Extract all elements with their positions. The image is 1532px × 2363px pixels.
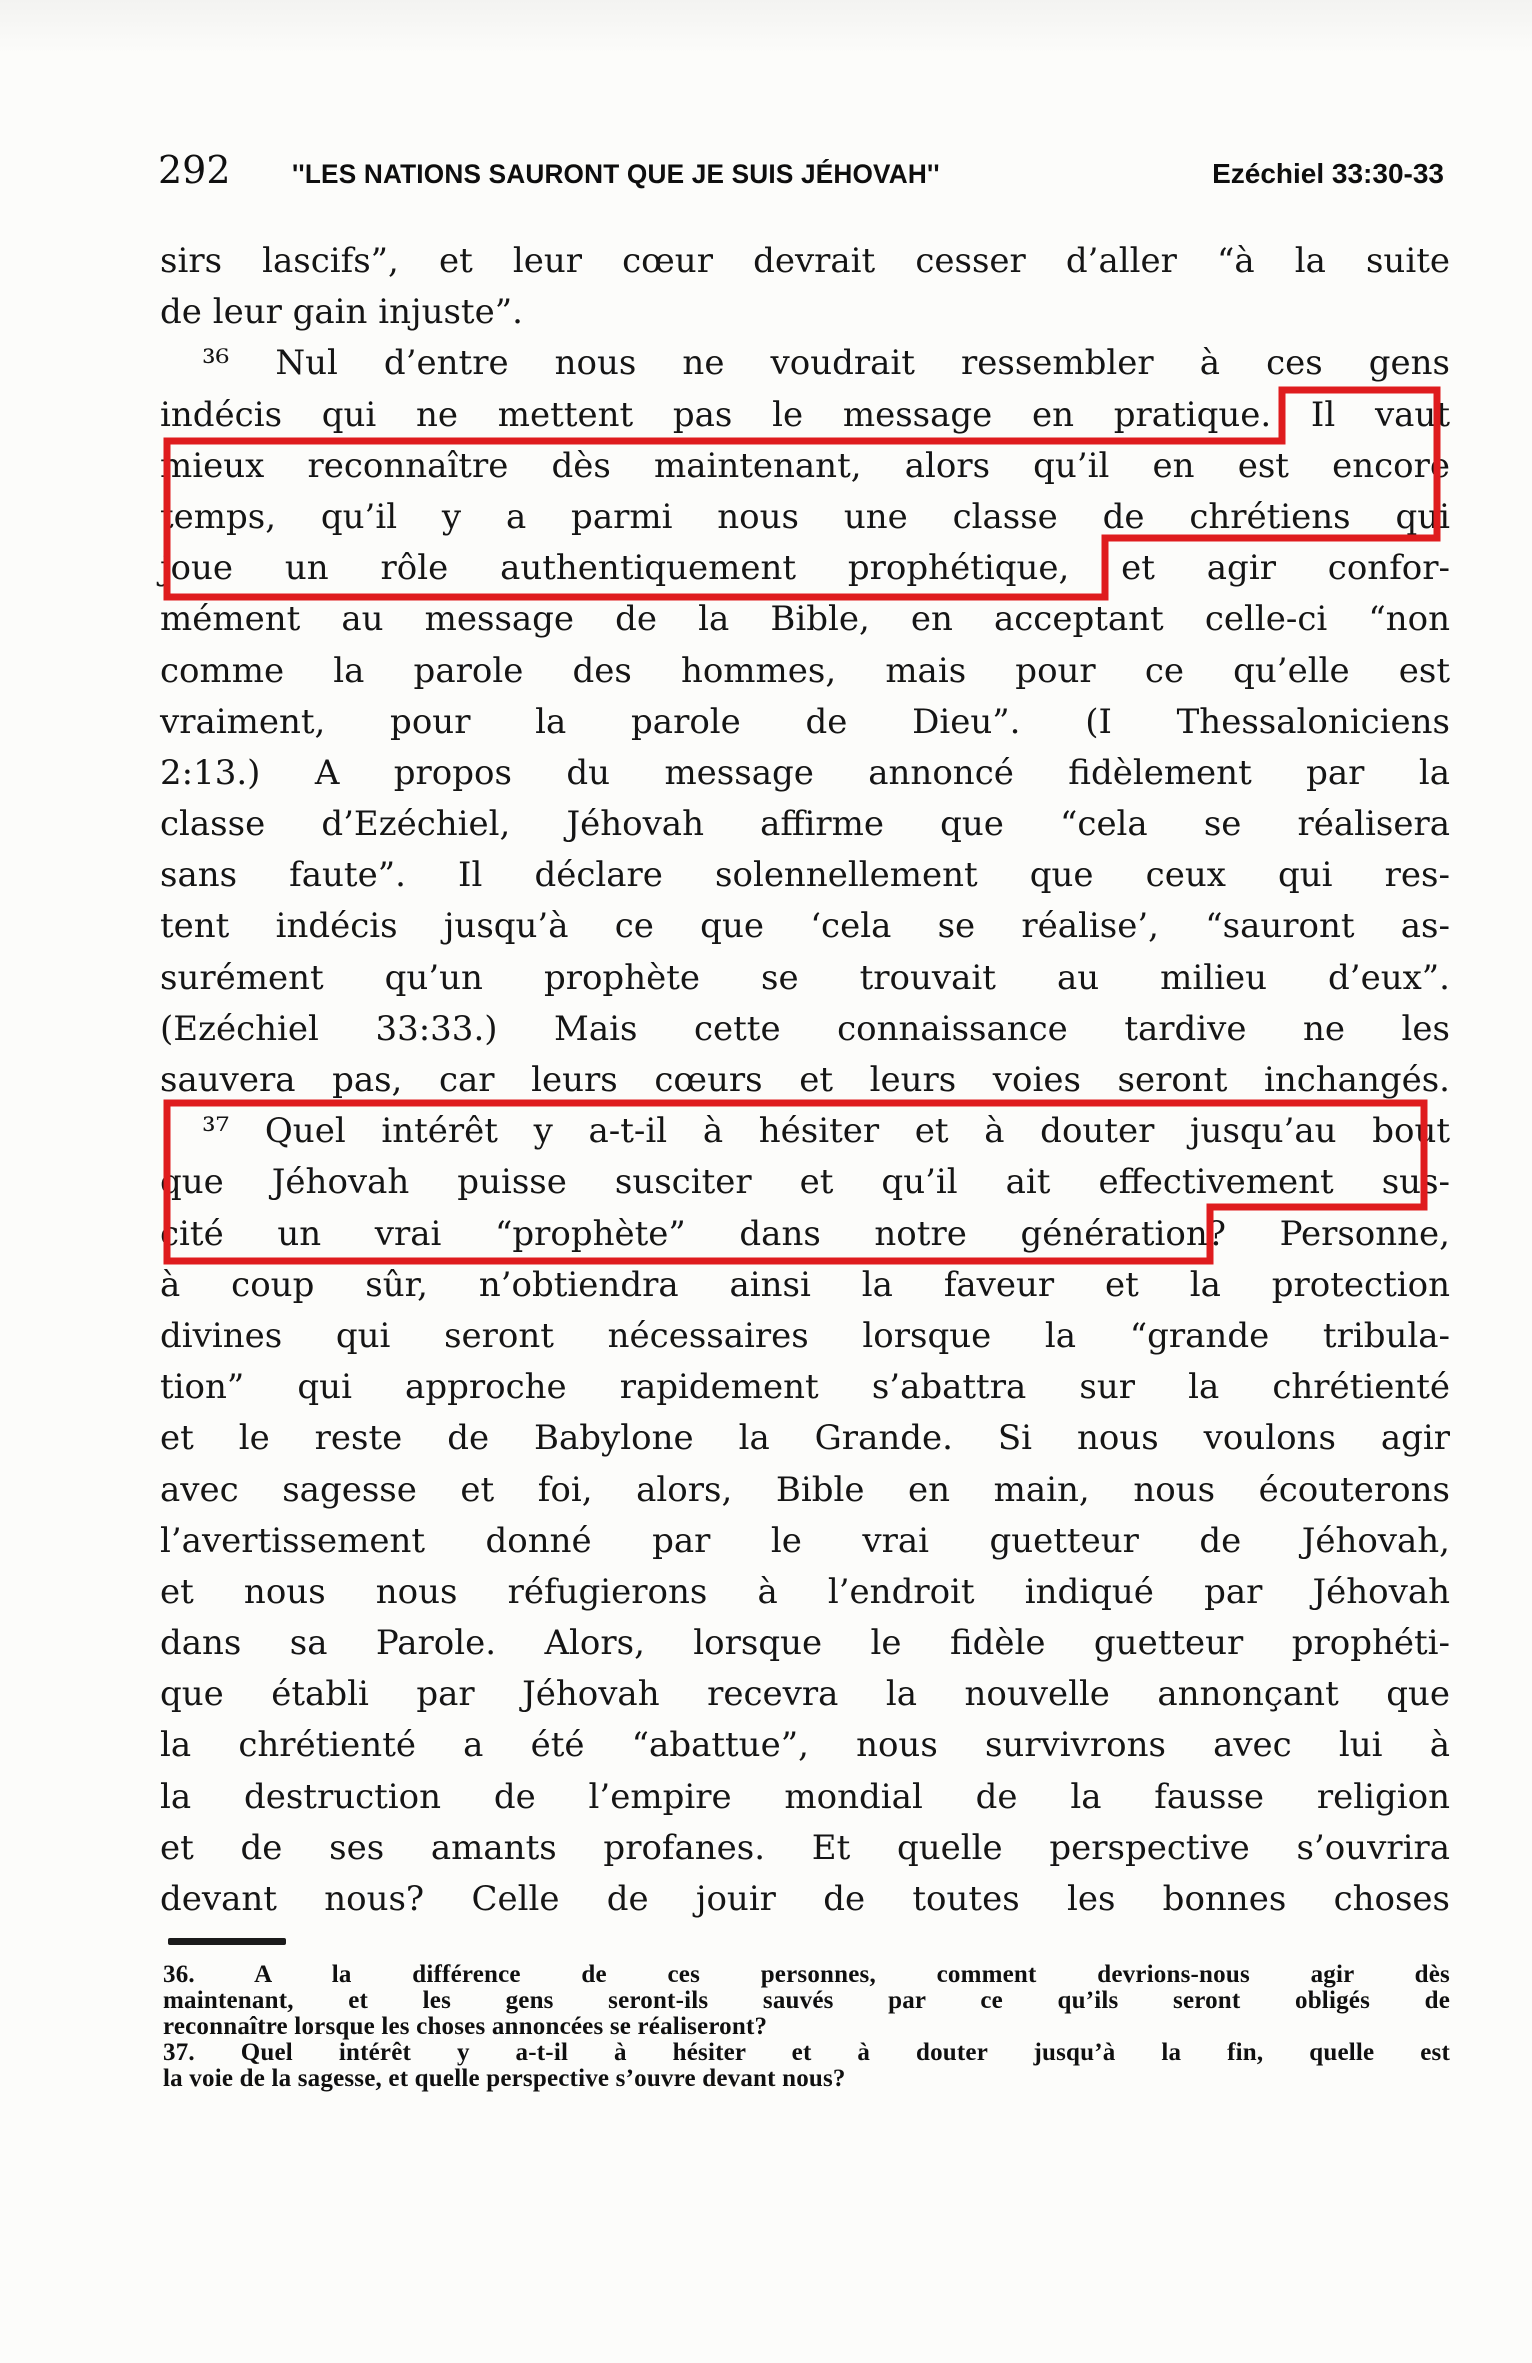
text-line: de leur gain injuste”. xyxy=(160,292,523,333)
text-line: la chrétienté a été “abattue”, nous survivrons avec lui à xyxy=(160,1725,1450,1766)
text-line: devant nous? Celle de jouir de toutes les bonnes choses xyxy=(160,1879,1450,1919)
running-title: ''LES NATIONS SAURONT QUE JE SUIS JÉHOVAH'' xyxy=(292,159,940,189)
text-line: à coup sûr, n’obtiendra ainsi la faveur et la protection xyxy=(160,1264,1450,1305)
text-line: 2:13.) A propos du message annoncé fidèlement par la xyxy=(160,752,1450,793)
text-line: (Ezéchiel 33:33.) Mais cette connaissance tardive ne les xyxy=(160,1008,1450,1049)
text-line: cité un vrai “prophète” dans notre génération? Personne, xyxy=(160,1213,1450,1254)
text-line: temps, qu’il y a parmi nous une classe de chrétiens qui xyxy=(160,496,1450,537)
text-line: divines qui seront nécessaires lorsque la “grande tribula- xyxy=(160,1315,1450,1356)
footnote-divider-rule xyxy=(168,1938,286,1945)
text-line: et nous nous réfugierons à l’endroit indiqué par Jéhovah xyxy=(160,1571,1450,1612)
scripture-reference: Ezéchiel 33:30-33 xyxy=(1212,158,1444,189)
text-line: ³⁶ Nul d’entre nous ne voudrait ressembler à ces gens xyxy=(202,343,1450,384)
footnote-line: maintenant, et les gens seront-ils sauvés par ce qu’ils seront obligés de xyxy=(163,1986,1450,2014)
text-line: comme la parole des hommes, mais pour ce qu’elle est xyxy=(160,650,1450,691)
text-line: sauvera pas, car leurs cœurs et leurs voies seront inchangés. xyxy=(160,1060,1450,1100)
footnote-line: 37. Quel intérêt y a-t-il à hésiter et à douter jusqu’à la fin, quelle est xyxy=(163,2038,1450,2066)
footnote-line: 36. A la différence de ces personnes, comment devrions-nous agir dès xyxy=(163,1961,1450,1988)
text-line: ³⁷ Quel intérêt y a-t-il à hésiter et à douter jusqu’au bout xyxy=(202,1111,1450,1152)
text-line: que établi par Jéhovah recevra la nouvelle annonçant que xyxy=(160,1674,1450,1715)
text-line: l’avertissement donné par le vrai guetteur de Jéhovah, xyxy=(160,1520,1450,1561)
text-line: sirs lascifs”, et leur cœur devrait cesser d’aller “à la suite xyxy=(160,241,1450,281)
text-line: la destruction de l’empire mondial de la fausse religion xyxy=(160,1776,1450,1817)
body-text xyxy=(160,236,1450,1925)
text-line: avec sagesse et foi, alors, Bible en main, nous écouterons xyxy=(160,1469,1450,1510)
text-line: sans faute”. Il déclare solennellement que ceux qui res- xyxy=(160,855,1450,896)
text-line: que Jéhovah puisse susciter et qu’il ait effectivement sus- xyxy=(160,1162,1450,1203)
text-line: tion” qui approche rapidement s’abattra sur la chrétienté xyxy=(160,1367,1450,1408)
text-line: et le reste de Babylone la Grande. Si nous voulons agir xyxy=(160,1418,1450,1459)
text-line: mément au message de la Bible, en acceptant celle-ci “non xyxy=(160,599,1450,640)
text-line: mieux reconnaître dès maintenant, alors qu’il en est encore xyxy=(160,445,1450,486)
text-line: surément qu’un prophète se trouvait au milieu d’eux”. xyxy=(160,957,1450,998)
text-line: vraiment, pour la parole de Dieu”. (I Thessaloniciens xyxy=(160,701,1450,742)
page-number: 292 xyxy=(158,148,231,192)
text-line: classe d’Ezéchiel, Jéhovah affirme que “cela se réalisera xyxy=(160,804,1450,845)
text-line: joue un rôle authentiquement prophétique, et agir confor- xyxy=(160,548,1450,589)
text-line: indécis qui ne mettent pas le message en pratique. Il vaut xyxy=(160,394,1450,435)
text-line: dans sa Parole. Alors, lorsque le fidèle guetteur prophéti- xyxy=(160,1623,1450,1664)
footnotes xyxy=(163,1962,1450,2091)
text-line: et de ses amants profanes. Et quelle perspective s’ouvrira xyxy=(160,1827,1450,1868)
footnote-line: reconnaître lorsque les choses annoncées se réaliseront? xyxy=(163,2012,768,2040)
footnote-line: la voie de la sagesse, et quelle perspective s’ouvre devant nous? xyxy=(163,2064,846,2092)
text-line: tent indécis jusqu’à ce que ‘cela se réalise’, “sauront as- xyxy=(160,906,1450,947)
